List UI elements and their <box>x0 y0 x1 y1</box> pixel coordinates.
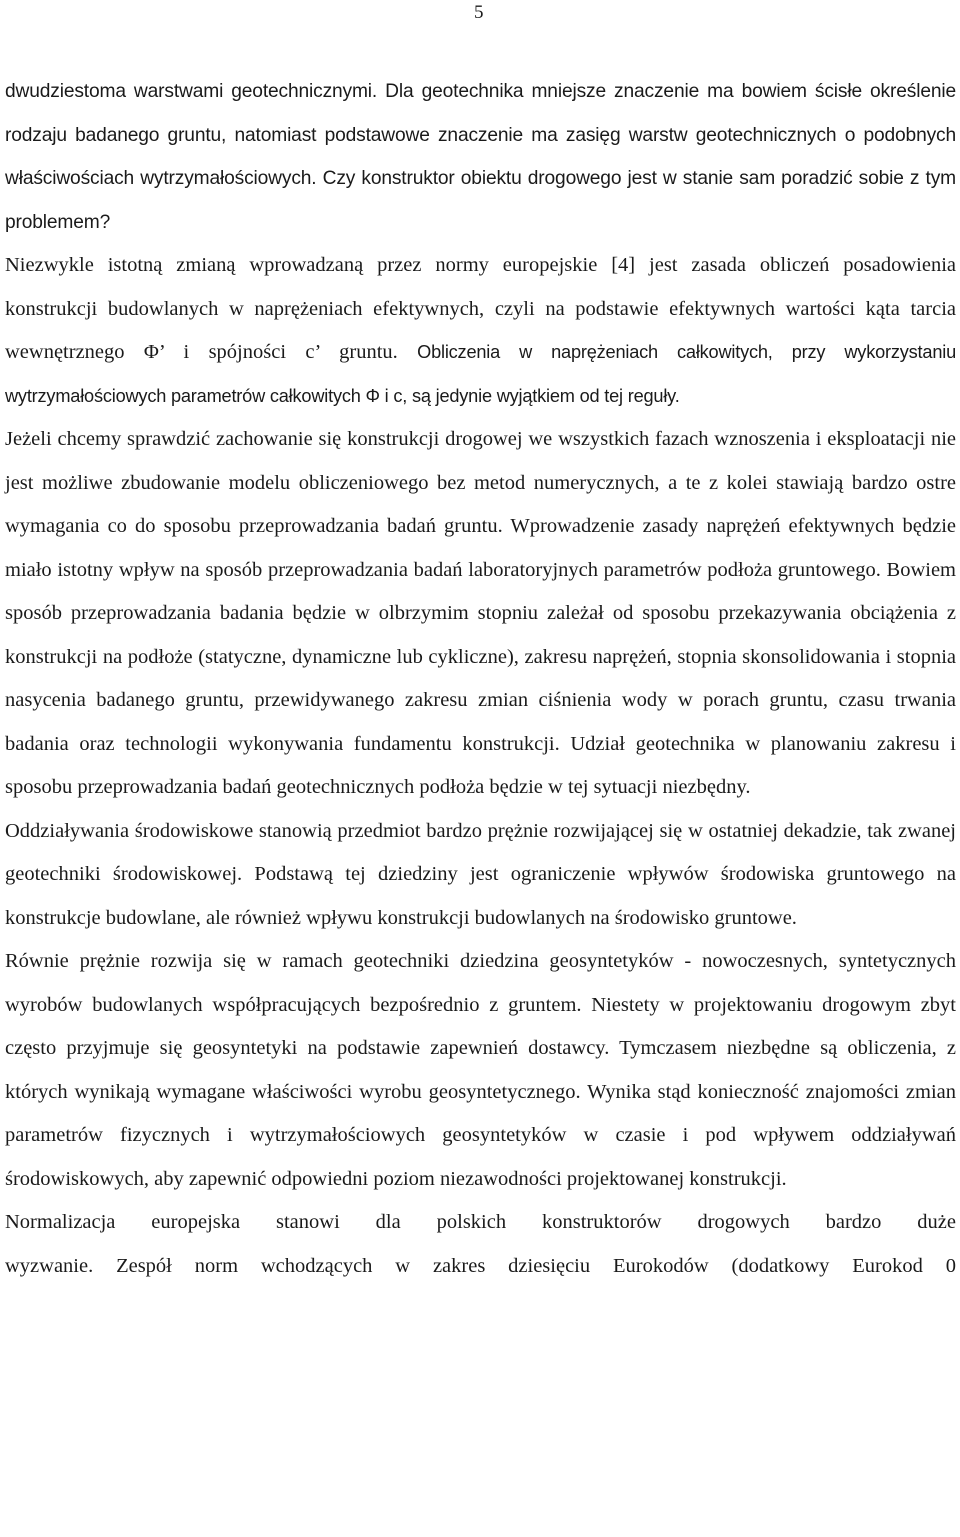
paragraph-eurocodes-line1: Normalizacja europejska stanowi dla polskich konstruktorów drogowych bardzo duże <box>5 1211 956 1233</box>
document-body <box>5 70 956 1288</box>
paragraph-eurocodes <box>5 1201 956 1288</box>
paragraph-effective-stress <box>5 244 956 418</box>
paragraph-geotechnical-layers: dwudziestoma warstwami geotechnicznymi. Dla geotechnika mniejsze znaczenie ma bowiem ścisłe określenie rodzaju badanego gruntu, natomiast podstawowe znaczenie ma zasięg warstw geotechnicznych o podobnych właściwościach wytrzymałościowych. Czy konstruktor obiektu drogowego jest w stanie sam poradzić sobie z tym problemem? <box>5 81 956 233</box>
paragraph-numerical-methods: Jeżeli chcemy sprawdzić zachowanie się konstrukcji drogowej we wszystkich fazach wznoszenia i eksploatacji nie jest możliwe zbudowanie modelu obliczeniowego bez metod numerycznych, a te z kolei stawiają bardzo ostre wymagania co do sposobu przeprowadzania badań gruntu. Wprowadzenie zasady naprężeń efektywnych będzie miało istotny wpływ na sposób przeprowadzania badań laboratoryjnych parametrów podłoża gruntowego. Bowiem sposób przeprowadzania badania będzie w olbrzymim stopniu zależał od sposobu przekazywania obciążenia z konstrukcji na podłoże (statyczne, dynamiczne lub cykliczne), zakresu naprężeń, stopnia skonsolidowania i stopnia nasycenia badanego gruntu, przewidywanego zakresu zmian ciśnienia wody w porach gruntu, czasu trwania badania oraz technologii wykonywania fundamentu konstrukcji. Udział geotechnika w planowaniu zakresu i sposobu przeprowadzania badań geotechnicznych podłoża będzie w tej sytuacji niezbędny. <box>5 428 956 798</box>
paragraph-geosynthetics: Równie prężnie rozwija się w ramach geotechniki dziedzina geosyntetyków - nowoczesnych, syntetycznych wyrobów budowlanych współpracujących bezpośrednio z gruntem. Niestety w projektowaniu drogowym zbyt często przyjmuje się geosyntetyki na podstawie zapewnień dostawcy. Tymczasem niezbędne są obliczenia, z których wynikają wymagane właściwości wyrobu geosyntetycznego. Wynika stąd konieczność znajomości zmian parametrów fizycznych i wytrzymałościowych geosyntetyków w czasie i pod wpływem oddziaływań środowiskowych, aby zapewnić odpowiedni poziom niezawodności projektowanej konstrukcji. <box>5 950 956 1190</box>
paragraph-environmental-geotechnics: Oddziaływania środowiskowe stanowią przedmiot bardzo prężnie rozwijającej się w ostatniej dekadzie, tak zwanej geotechniki środowiskowej. Podstawą tej dziedziny jest ograniczenie wpływów środowiska gruntowego na konstrukcje budowlane, ale również wpływu konstrukcji budowlanych na środowisko gruntowe. <box>5 819 956 929</box>
paragraph-effective-stress-part2: Obliczenia w naprężeniach całkowitych, przy wykorzystaniu wytrzymałościowych parametrów całkowitych Φ i c, są jedynie wyjątkiem od tej reguły. <box>5 342 956 406</box>
page-number: 5 <box>474 2 484 23</box>
paragraph-eurocodes-line2: wyzwanie. Zespół norm wchodzących w zakres dziesięciu Eurokodów (dodatkowy Eurokod 0 <box>5 1254 956 1277</box>
paragraph-effective-stress-part1: Niezwykle istotną zmianą wprowadzaną przez normy europejskie [4] jest zasada obliczeń posadowienia konstrukcji budowlanych w naprężeniach efektywnych, czyli na podstawie efektywnych wartości kąta tarcia wewnętrznego Φ’ i spójności c’ gruntu. <box>5 254 956 363</box>
